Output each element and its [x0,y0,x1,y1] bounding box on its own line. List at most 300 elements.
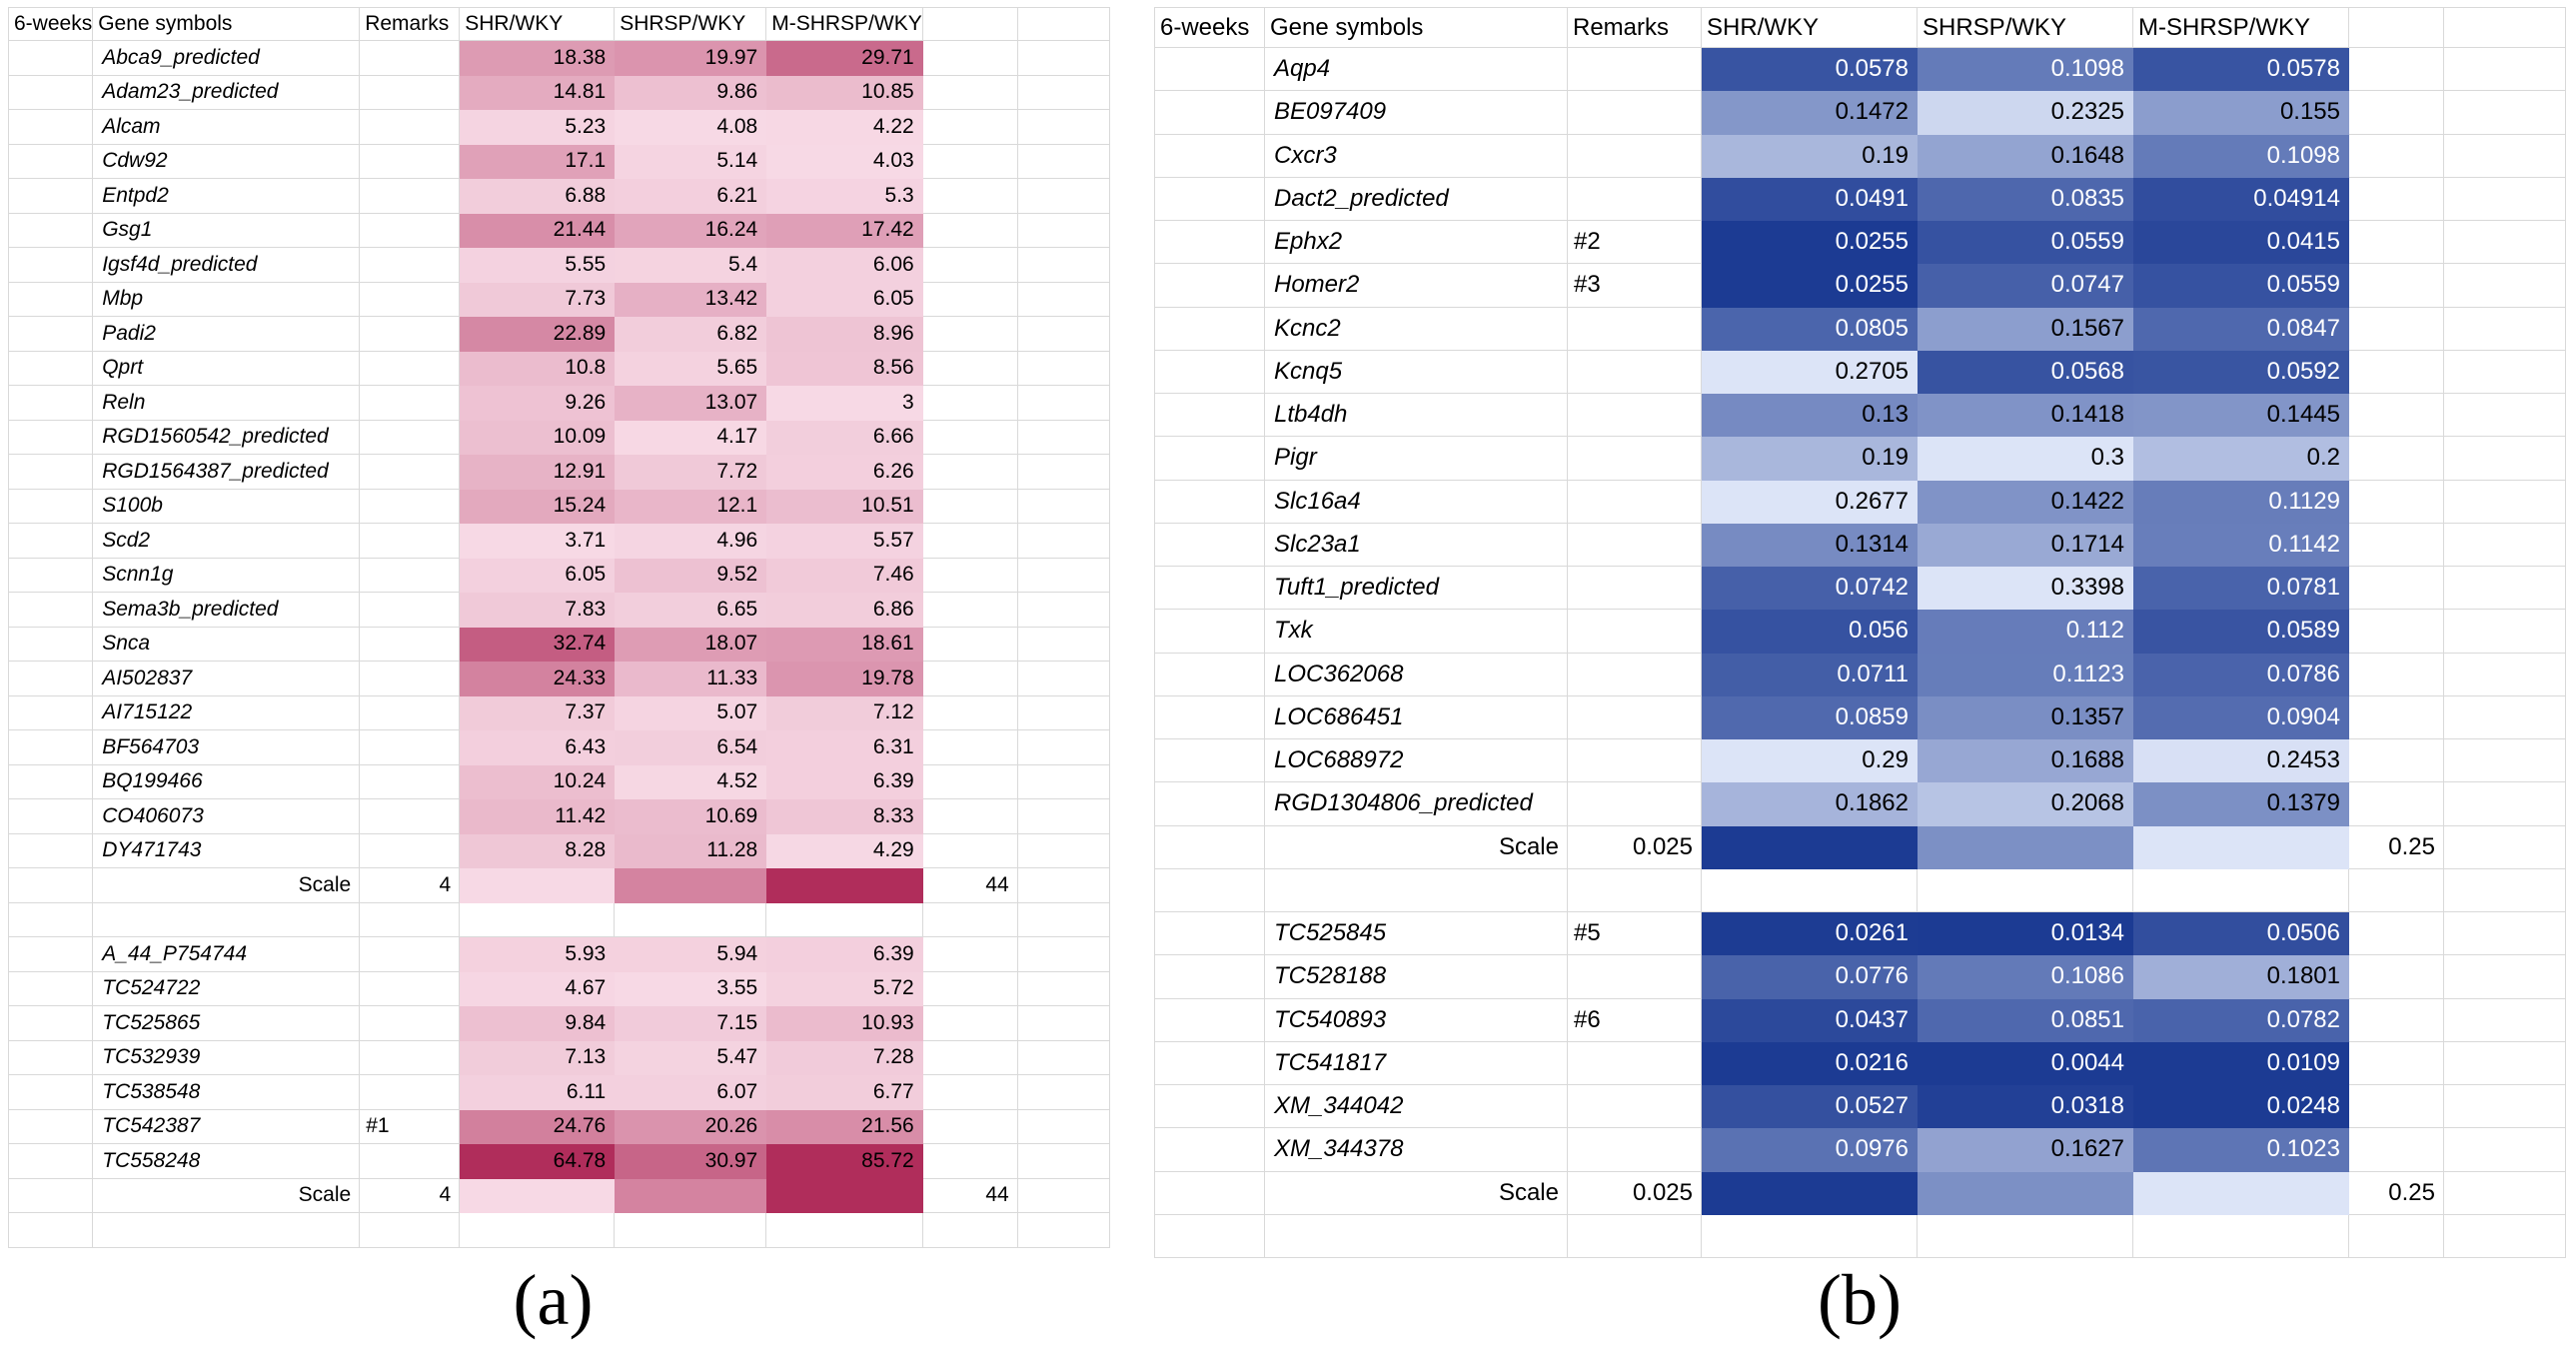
six-weeks-cell [9,730,93,765]
spacer-cell [923,730,1018,765]
table-row [9,834,1110,869]
six-weeks-cell [1155,696,1265,739]
remark-cell [360,628,460,663]
scale-swatch-mid [615,1179,766,1214]
scale-swatch-mid [1918,826,2133,869]
remark-cell [1568,567,1702,610]
gene-name: TC532939 [93,1041,360,1076]
heatmap-cell: 10.93 [766,1006,923,1041]
column-header-empty [2349,8,2444,48]
scale-row [9,868,1110,903]
spacer-cell [2349,308,2444,351]
remark-cell: #5 [1568,912,1702,955]
table-row [9,248,1110,283]
six-weeks-cell [1155,221,1265,264]
table-row [9,937,1110,972]
six-weeks-cell [1155,135,1265,178]
blank-cell [1018,903,1110,938]
spacer-cell [2349,264,2444,307]
remark-cell [1568,739,1702,782]
heatmap-cell: 0.0109 [2133,1042,2349,1085]
spacer-cell [2349,567,2444,610]
heatmap-cell: 4.17 [615,421,766,456]
remark-cell [360,455,460,490]
heatmap-cell: 0.0255 [1702,264,1918,307]
remark-cell [360,730,460,765]
heatmap-cell: 6.65 [615,593,766,628]
table-row [1155,912,2566,955]
header-row [1155,8,2566,48]
scale-row [1155,1172,2566,1215]
heatmap-cell: 0.2 [2133,437,2349,480]
six-weeks-cell [1155,394,1265,437]
gene-name: TC541817 [1265,1042,1568,1085]
gene-name: Homer2 [1265,264,1568,307]
table-row [9,1041,1110,1076]
six-weeks-cell [9,1179,93,1214]
heatmap-cell: 7.15 [615,1006,766,1041]
gene-name: Dact2_predicted [1265,178,1568,221]
gene-name: TC542387 [93,1110,360,1145]
heatmap-cell: 7.83 [460,593,615,628]
blank-row [1155,869,2566,912]
table-row [1155,524,2566,567]
heatmap-cell: 6.43 [460,730,615,765]
heatmap-cell: 0.1357 [1918,696,2133,739]
heatmap-cell: 0.2677 [1702,481,1918,524]
scale-max-value: 44 [923,868,1018,903]
heatmap-cell: 0.0805 [1702,308,1918,351]
gene-name: Qprt [93,352,360,387]
remark-cell [1568,48,1702,91]
gene-name: TC528188 [1265,955,1568,998]
column-header-empty [1018,8,1110,41]
heatmap-cell: 3.71 [460,524,615,559]
heatmap-cell: 64.78 [460,1144,615,1179]
six-weeks-cell [9,76,93,111]
heatmap-cell: 0.1714 [1918,524,2133,567]
spacer-cell [1018,76,1110,111]
table-row [1155,135,2566,178]
heatmap-cell: 6.39 [766,937,923,972]
six-weeks-cell [9,317,93,352]
table-row [9,455,1110,490]
heatmap-cell: 0.1086 [1918,955,2133,998]
heatmap-cell: 0.0216 [1702,1042,1918,1085]
blank-cell [1702,869,1918,912]
heatmap-cell: 0.29 [1702,739,1918,782]
heatmap-cell: 0.1445 [2133,394,2349,437]
heatmap-cell: 16.24 [615,214,766,249]
spacer-cell [2349,999,2444,1042]
table-row [1155,739,2566,782]
remark-cell [1568,654,1702,696]
spacer-cell [2444,135,2566,178]
six-weeks-cell [1155,481,1265,524]
heatmap-cell: 20.26 [615,1110,766,1145]
table-row [9,76,1110,111]
heatmap-cell: 18.61 [766,628,923,663]
six-weeks-cell [9,455,93,490]
spacer-cell [2444,308,2566,351]
panel-b [1154,7,2566,1258]
spacer-cell [2444,524,2566,567]
gene-name: LOC362068 [1265,654,1568,696]
spacer-cell [2349,1128,2444,1171]
six-weeks-cell [1155,351,1265,394]
six-weeks-cell [9,421,93,456]
heatmap-cell: 0.0578 [1702,48,1918,91]
spacer-cell [2444,654,2566,696]
spacer-cell [923,352,1018,387]
blank-cell [2349,1215,2444,1258]
six-weeks-cell [9,1041,93,1076]
scale-row [1155,826,2566,869]
table-row [1155,351,2566,394]
six-weeks-cell [1155,1128,1265,1171]
six-weeks-cell [9,696,93,731]
blank-cell [2444,1215,2566,1258]
gene-name: Cxcr3 [1265,135,1568,178]
heatmap-cell: 10.8 [460,352,615,387]
spacer-cell [1018,937,1110,972]
spacer-cell [923,696,1018,731]
heatmap-cell: 7.46 [766,559,923,594]
six-weeks-cell [1155,48,1265,91]
scale-min-value: 4 [360,868,460,903]
blank-cell [2133,1215,2349,1258]
remark-cell [360,1075,460,1110]
spacer-cell [1018,283,1110,318]
gene-name: TC525865 [93,1006,360,1041]
remark-cell [360,248,460,283]
six-weeks-cell [9,937,93,972]
spacer-cell [2444,437,2566,480]
blank-cell [923,1213,1018,1248]
spacer-cell [1018,421,1110,456]
heatmap-cell: 0.2705 [1702,351,1918,394]
heatmap-cell: 14.81 [460,76,615,111]
table-row [9,1110,1110,1145]
six-weeks-cell [1155,178,1265,221]
heatmap-cell: 4.96 [615,524,766,559]
table-row [1155,48,2566,91]
gene-name: Padi2 [93,317,360,352]
spacer-cell [923,799,1018,834]
table-row [1155,437,2566,480]
remark-cell [360,145,460,180]
gene-name: Pigr [1265,437,1568,480]
heatmap-cell: 10.69 [615,799,766,834]
spacer-cell [2444,351,2566,394]
spacer-cell [2349,610,2444,653]
spacer-cell [1018,490,1110,525]
table-row [1155,394,2566,437]
gene-name: TC524722 [93,972,360,1007]
heatmap-cell: 0.2325 [1918,91,2133,134]
gene-name: Txk [1265,610,1568,653]
six-weeks-cell [9,868,93,903]
remark-cell [360,559,460,594]
gene-name: Reln [93,386,360,421]
heatmap-cell: 0.0711 [1702,654,1918,696]
blank-cell [1918,1215,2133,1258]
gene-name: Kcnq5 [1265,351,1568,394]
gene-name: BQ199466 [93,765,360,800]
remark-cell [1568,1042,1702,1085]
spacer-cell [1018,214,1110,249]
heatmap-cell: 13.42 [615,283,766,318]
six-weeks-cell [1155,654,1265,696]
table-row [1155,567,2566,610]
spacer-cell [2444,1042,2566,1085]
remark-cell [1568,955,1702,998]
table-row [1155,264,2566,307]
blank-row [1155,1215,2566,1258]
heatmap-cell: 24.76 [460,1110,615,1145]
remark-cell [360,283,460,318]
remark-cell [360,1006,460,1041]
heatmap-cell: 0.1472 [1702,91,1918,134]
heatmap-cell: 29.71 [766,41,923,76]
heatmap-cell: 10.85 [766,76,923,111]
heatmap-cell: 0.1123 [1918,654,2133,696]
heatmap-cell: 0.0851 [1918,999,2133,1042]
heatmap-cell: 19.78 [766,662,923,696]
heatmap-cell: 0.0527 [1702,1085,1918,1128]
remark-cell [360,696,460,731]
gene-name: Alcam [93,110,360,145]
scale-min-value: 0.025 [1568,826,1702,869]
table-row [1155,1128,2566,1171]
table-row [9,1006,1110,1041]
table-row [9,730,1110,765]
heatmap-cell: 0.0491 [1702,178,1918,221]
column-header-remarks: Remarks [1568,8,1702,48]
six-weeks-cell [9,110,93,145]
heatmap-cell: 4.29 [766,834,923,869]
gene-name: Sema3b_predicted [93,593,360,628]
spacer-cell [1018,41,1110,76]
scale-swatch-max [766,868,923,903]
heatmap-cell: 11.28 [615,834,766,869]
blank-cell [1155,869,1265,912]
remark-cell [360,799,460,834]
gene-name: Aqp4 [1265,48,1568,91]
table-row [1155,999,2566,1042]
heatmap-cell: 0.0782 [2133,999,2349,1042]
heatmap-cell: 11.33 [615,662,766,696]
heatmap-cell: 0.1862 [1702,782,1918,825]
remark-cell [360,421,460,456]
heatmap-cell: 6.77 [766,1075,923,1110]
heatmap-cell: 0.0261 [1702,912,1918,955]
blank-cell [766,903,923,938]
six-weeks-cell [1155,308,1265,351]
heatmap-cell: 8.28 [460,834,615,869]
heatmap-cell: 10.24 [460,765,615,800]
remark-cell [1568,135,1702,178]
spacer-cell [2349,654,2444,696]
spacer-cell [1018,248,1110,283]
remark-cell [360,110,460,145]
six-weeks-cell [9,490,93,525]
heatmap-cell: 6.06 [766,248,923,283]
spacer-cell [923,1075,1018,1110]
heatmap-cell: 7.12 [766,696,923,731]
remark-cell [1568,610,1702,653]
remark-cell [360,937,460,972]
spacer-cell [923,41,1018,76]
table-row [1155,955,2566,998]
spacer-cell [1018,696,1110,731]
six-weeks-cell [1155,955,1265,998]
gene-name: Entpd2 [93,179,360,214]
remark-cell [360,972,460,1007]
spacer-cell [2444,1085,2566,1128]
gene-name: TC525845 [1265,912,1568,955]
heatmap-cell: 6.88 [460,179,615,214]
heatmap-cell: 0.3398 [1918,567,2133,610]
table-row [9,593,1110,628]
heatmap-cell: 6.11 [460,1075,615,1110]
heatmap-cell: 0.0904 [2133,696,2349,739]
scale-row [9,1179,1110,1214]
spacer-cell [2444,48,2566,91]
scale-label: Scale [93,1179,360,1214]
heatmap-cell: 13.07 [615,386,766,421]
scale-min-value: 0.025 [1568,1172,1702,1215]
spacer-cell [2349,481,2444,524]
gene-name: LOC686451 [1265,696,1568,739]
heatmap-cell: 0.1098 [1918,48,2133,91]
heatmap-cell: 11.42 [460,799,615,834]
spacer-cell [923,834,1018,869]
heatmap-cell: 5.93 [460,937,615,972]
table-row [9,386,1110,421]
six-weeks-cell [1155,739,1265,782]
spacer-cell [1018,1144,1110,1179]
spacer-cell [923,1110,1018,1145]
column-header-empty [2444,8,2566,48]
six-weeks-cell [9,1144,93,1179]
spacer-cell [923,593,1018,628]
spacer-cell [923,1144,1018,1179]
heatmap-cell: 5.65 [615,352,766,387]
spacer-cell [2444,739,2566,782]
spacer-cell [1018,834,1110,869]
heatmap-cell: 0.1688 [1918,739,2133,782]
table-row [1155,1085,2566,1128]
blank-cell [93,903,360,938]
remark-cell [360,214,460,249]
spacer-cell [2349,1042,2444,1085]
spacer-cell [1018,1041,1110,1076]
heatmap-cell: 0.0742 [1702,567,1918,610]
blank-cell [1568,1215,1702,1258]
spacer-cell [923,455,1018,490]
blank-cell [9,1213,93,1248]
six-weeks-cell [9,662,93,696]
scale-swatch-mid [615,868,766,903]
remark-cell [360,834,460,869]
heatmap-cell: 0.0592 [2133,351,2349,394]
six-weeks-cell [1155,1042,1265,1085]
gene-name: Gsg1 [93,214,360,249]
spacer-cell [1018,1006,1110,1041]
heatmap-cell: 0.0781 [2133,567,2349,610]
spacer-cell [2444,999,2566,1042]
scale-label: Scale [1265,1172,1568,1215]
panel-label-a: (a) [513,1260,594,1340]
heatmap-cell: 0.0318 [1918,1085,2133,1128]
spacer-cell [2349,394,2444,437]
table-row [9,765,1110,800]
scale-label: Scale [1265,826,1568,869]
heatmap-cell: 7.72 [615,455,766,490]
column-header-remarks: Remarks [360,8,460,41]
heatmap-cell: 19.97 [615,41,766,76]
spacer-cell [923,248,1018,283]
heatmap-cell: 0.1129 [2133,481,2349,524]
remark-cell [360,41,460,76]
heatmap-cell: 18.07 [615,628,766,663]
scale-swatch-max [2133,1172,2349,1215]
heatmap-cell: 0.1648 [1918,135,2133,178]
column-header-empty [923,8,1018,41]
spacer-cell [2444,567,2566,610]
spacer-cell [1018,1110,1110,1145]
spacer-cell [2444,178,2566,221]
six-weeks-cell [1155,91,1265,134]
spacer-cell [923,110,1018,145]
blank-cell [1568,869,1702,912]
table-row [1155,221,2566,264]
table-row [1155,308,2566,351]
spacer-cell [1018,730,1110,765]
table-row [9,524,1110,559]
spacer-cell [2444,826,2566,869]
remark-cell: #1 [360,1110,460,1145]
gene-name: XM_344042 [1265,1085,1568,1128]
six-weeks-cell [9,386,93,421]
table-row [9,352,1110,387]
blank-cell [360,1213,460,1248]
remark-cell [360,662,460,696]
six-weeks-cell [1155,912,1265,955]
six-weeks-cell [1155,524,1265,567]
heatmap-cell: 5.4 [615,248,766,283]
blank-cell [1018,1213,1110,1248]
heatmap-cell: 0.1567 [1918,308,2133,351]
spacer-cell [1018,765,1110,800]
column-header-m-shrsp-wky: M-SHRSP/WKY [766,8,923,41]
heatmap-cell: 0.0506 [2133,912,2349,955]
spacer-cell [923,145,1018,180]
six-weeks-cell [9,214,93,249]
table-row [1155,178,2566,221]
heatmap-cell: 0.1142 [2133,524,2349,567]
scale-max-value: 0.25 [2349,1172,2444,1215]
heatmap-cell: 0.3 [1918,437,2133,480]
spacer-cell [1018,799,1110,834]
remark-cell [1568,351,1702,394]
blank-cell [1702,1215,1918,1258]
heatmap-cell: 6.05 [460,559,615,594]
heatmap-cell: 22.89 [460,317,615,352]
blank-cell [1265,1215,1568,1258]
spacer-cell [1018,386,1110,421]
